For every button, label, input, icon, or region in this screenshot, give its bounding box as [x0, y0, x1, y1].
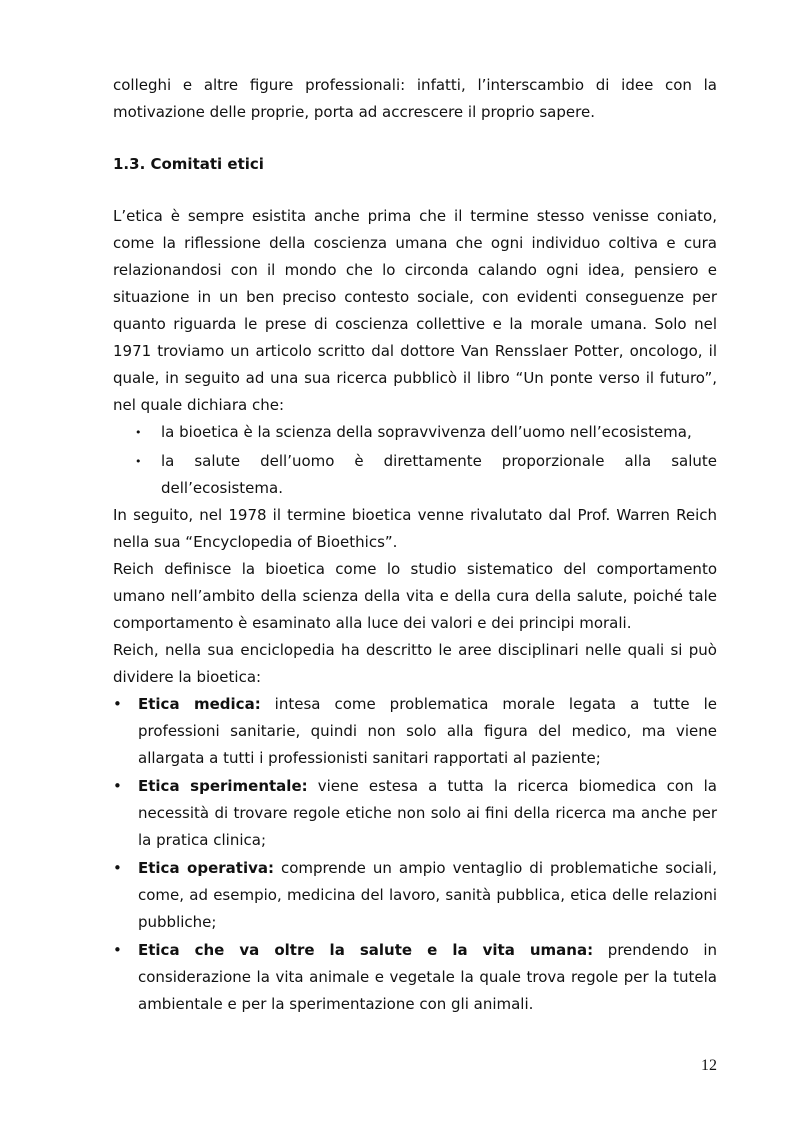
- paragraph-reich-encyclopedia: In seguito, nel 1978 il termine bioetica venne rivalutato dal Prof. Warren Reich nella sua “Encyclopedia of Bioethics”.: [113, 506, 717, 551]
- paragraph-reich-definition: Reich definisce la bioetica come lo studio sistematico del comportamento umano nell’ambito della scienza della vita e della cura della salute, poiché tale comportamento è esaminato alla luce dei valori e dei principi morali.: [113, 560, 717, 632]
- bullet-icon: •: [135, 426, 142, 439]
- page-number: 12: [701, 1057, 717, 1074]
- list-item: [113, 419, 717, 446]
- bullet-icon: •: [113, 941, 122, 959]
- disciplinary-areas-list: [113, 691, 717, 1018]
- list-item: [113, 773, 717, 854]
- potter-points-list: [113, 419, 717, 502]
- paragraph-disciplinary-areas: Reich, nella sua enciclopedia ha descritto le aree disciplinari nelle quali si può dividere la bioetica:: [113, 641, 717, 686]
- area-description: viene estesa a tutta la ricerca biomedica con la necessità di trovare regole etiche non solo ai fini della ricerca ma anche per la pratica clinica;: [138, 777, 718, 849]
- area-description: prendendo in considerazione la vita animale e vegetale la quale trova regole per la tutela ambientale e per la sperimentazione con gli animali.: [138, 941, 718, 1013]
- area-description: comprende un ampio ventaglio di problematiche sociali, come, ad esempio, medicina del lavoro, sanità pubblica, etica delle relazioni pubbliche;: [138, 859, 717, 931]
- area-term: Etica che va oltre la salute e la vita umana:: [138, 941, 594, 959]
- list-item: [113, 691, 717, 772]
- area-term: Etica operativa:: [138, 859, 274, 877]
- list-item: [113, 448, 717, 502]
- bullet-icon: •: [113, 695, 122, 713]
- list-item-text: la salute dell’uomo è direttamente proporzionale alla salute dell’ecosistema.: [161, 452, 717, 497]
- list-item: [113, 937, 717, 1018]
- intro-paragraph: colleghi e altre figure professionali: infatti, l’interscambio di idee con la motivazione delle proprie, porta ad accrescere il proprio sapere.: [113, 76, 717, 121]
- area-term: Etica sperimentale:: [138, 777, 308, 795]
- area-description: intesa come problematica morale legata a tutte le professioni sanitarie, quindi non solo alla figura del medico, ma viene allargata a tutti i professionisti sanitari rapportati al paziente;: [138, 695, 717, 767]
- bullet-icon: •: [113, 859, 122, 877]
- bullet-icon: •: [113, 777, 122, 795]
- list-item: [113, 855, 717, 936]
- section-heading: 1.3. Comitati etici: [113, 155, 264, 173]
- document-page: [113, 72, 717, 1019]
- paragraph-ethics-history: L’etica è sempre esistita anche prima che il termine stesso venisse coniato, come la riflessione della coscienza umana che ogni individuo coltiva e cura relazionandosi con il mondo che lo circonda calando ogni idea, pensiero e situazione in un ben preciso contesto sociale, con evidenti conseguenze per quanto riguarda le prese di coscienza collettive e la morale umana. Solo nel 1971 troviamo un articolo scritto dal dottore Van Rensslaer Potter, oncologo, il quale, in seguito ad una sua ricerca pubblicò il libro “Un ponte verso il futuro”, nel quale dichiara che:: [113, 207, 717, 414]
- area-term: Etica medica:: [138, 695, 261, 713]
- bullet-icon: •: [135, 455, 142, 468]
- list-item-text: la bioetica è la scienza della sopravvivenza dell’uomo nell’ecosistema,: [161, 423, 692, 441]
